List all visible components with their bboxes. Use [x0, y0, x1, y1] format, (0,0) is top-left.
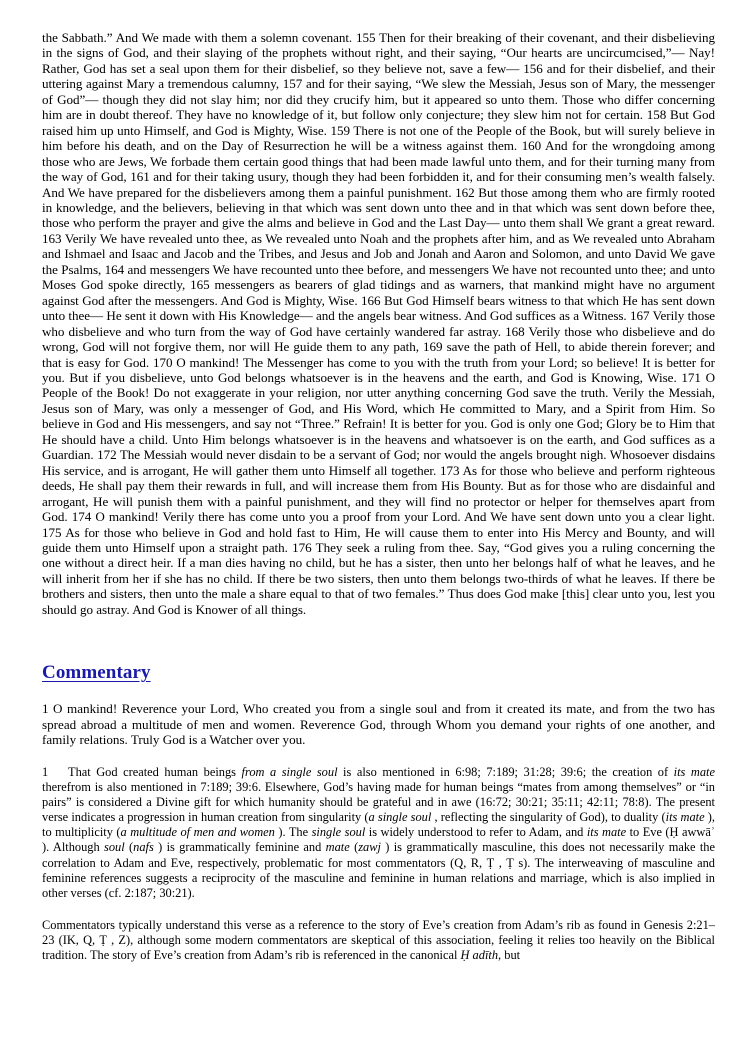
commentary-heading-row [42, 639, 719, 683]
commentary-heading: Commentary [42, 662, 151, 684]
commentary-note-number: 1 [42, 764, 49, 779]
commentary-note [42, 765, 715, 901]
commentary-note-body: Commentators typically understand this verse as a reference to the story of Eve’s creation from Adam’s rib as found in Genesis 2:21– 23 (IK, Q, Ṭ , Z), although some modern commentators are skeptical of this association, feeling it relies too heavily on the Biblical tradition. The story of Eve’s creation from Adam’s rib is referenced in the canonical Ḥ adīth, but [42, 917, 715, 962]
commentary-note [42, 918, 715, 963]
verse-gloss-paragraph: 1 O mankind! Reverence your Lord, Who created you from a single soul and from it created its mate, and from the two has spread abroad a multitude of men and women. Reverence God, through Whom you demand your rights of one another, and family relations. Truly God is a Watcher over you. [42, 701, 715, 748]
scripture-passage: the Sabbath.” And We made with them a solemn covenant. 155 Then for their breaking of their covenant, and their disbelieving in the signs of God, and their slaying of the prophets without right, and their saying, “Our hearts are uncircumcised,”— Nay! Rather, God has set a seal upon them for their disbelief, so they believe not, save a few— 156 and for their disbelief, and their uttering against Mary a tremendous calumny, 157 and for their saying, “We slew the Messiah, Jesus son of Mary, the messenger of God”— though they did not slay him; nor did they crucify him, but it appeared so unto them. Those who differ concerning him are in doubt thereof. They have no knowledge of it, but follow only conjecture; they slew him not for certain. 158 But God raised him up unto Himself, and God is Mighty, Wise. 159 There is not one of the People of the Book, but will surely believe in him before his death, and on the Day of Resurrection he will be a witness against them. 160 And for the wrongdoing among those who are Jews, We forbade them certain good things that had been made lawful unto them, and for their turning many from the way of God, 161 and for their taking usury, though they had been forbidden it, and for their consuming men’s wealth falsely. And We have prepared for the disbelievers among them a painful punishment. 162 But those among them who are firmly rooted in knowledge, and the believers, believing in that which was sent down unto thee and in that which was sent down before thee, those who perform the prayer and give the alms and believe in God and the Last Day— unto them shall We grant a great reward. 163 Verily We have revealed unto thee, as We revealed unto Noah and the prophets after him, and as We revealed unto Abraham and Ishmael and Isaac and Jacob and the Tribes, and Jesus and Job and Jonah and Aaron and Solomon, and unto David We gave the Psalms, 164 and messengers We have recounted unto thee before, and messengers We have not recounted unto thee; and unto Moses God spoke directly, 165 messengers as bearers of glad tidings and as warners, that mankind might have no argument against God after the messengers. And God is Mighty, Wise. 166 But God Himself bears witness to that which He has sent down unto thee— He sent it down with His Knowledge— and the angels bear witness. And God suffices as a Witness. 167 Verily those who disbelieve and who turn from the way of God have certainly wandered far astray. 168 Verily those who disbelieve and do wrong, God will not forgive them, nor will He guide them to any path, 169 save the path of Hell, to abide therein forever; and that is easy for God. 170 O mankind! The Messenger has come to you with the truth from your Lord; so believe! It is better for you. But if you disbelieve, unto God belongs whatsoever is in the heavens and the earth, and God is Knowing, Wise. 171 O People of the Book! Do not exaggerate in your religion, nor utter anything concerning God save the truth. Verily the Messiah, Jesus son of Mary, was only a messenger of God, and His Word, which He committed to Mary, and a Spirit from Him. So believe in God and His messengers, and say not “Three.” Refrain! It is better for you. God is only one God; Glory be to Him that He should have a child. Unto Him belongs whatsoever is in the heavens and whatsoever is on the earth, and God suffices as a Guardian. 172 The Messiah would never disdain to be a servant of God; nor would the angels brought nigh. Whosoever disdains His service, and is arrogant, He will gather them unto Himself all together. 173 As for those who believe and perform righteous deeds, He shall pay them their rewards in full, and will increase them from His Bounty. But as for those who are disdainful and arrogant, He will punish them with a painful punishment, and they will find no protector or helper for themselves apart from God. 174 O mankind! Verily there has come unto you a proof from your Lord. And We have sent down unto you a clear light. 175 As for those who believe in God and hold fast to Him, He will cause them to enter into His Mercy and Bounty, and will guide them unto Himself upon a straight path. 176 They seek a ruling from thee. Say, “God gives you a ruling concerning the one without a direct heir. If a man dies having no child, but he has a sister, then unto her belongs half of what he leaves, and he will inherit from her if she has no child. If there be two sisters, then unto them belongs two-thirds of what he leaves. If there be brothers and sisters, then unto the male a share equal to that of two females.” Thus does God make [this] clear unto you, lest you should go astray. And God is Knower of all things. [42, 30, 715, 617]
commentary-note-body: That God created human beings from a single soul is also mentioned in 6:98; 7:189; 31:28; 39:6; the creation of its mate therefrom is also mentioned in 7:189; 39:6. Elsewhere, God’s having made for human beings “mates from among themselves” or “in pairs” is considered a Divine gift for which humanity should be grateful and in awe (16:72; 30:21; 35:11; 42:11; 78:8). The present verse indicates a progression in human creation from singularity (a single soul , reflecting the singularity of God), to duality (its mate ), to multiplicity (a multitude of men and women ). The single soul is widely understood to refer to Adam, and its mate to Eve (Ḥ awwāʾ ). Although soul (nafs ) is grammatically feminine and mate (zawj ) is grammatically masculine, this does not necessarily make the correlation to Adam and Eve, respectively, problematic for most commentators (Q, R, Ṭ , Ṭ s). The interweaving of masculine and feminine references suggests a reciprocity of the masculine and feminine in human relations and marriage, which is also implied in other verses (cf. 2:187; 30:21). [42, 764, 715, 900]
